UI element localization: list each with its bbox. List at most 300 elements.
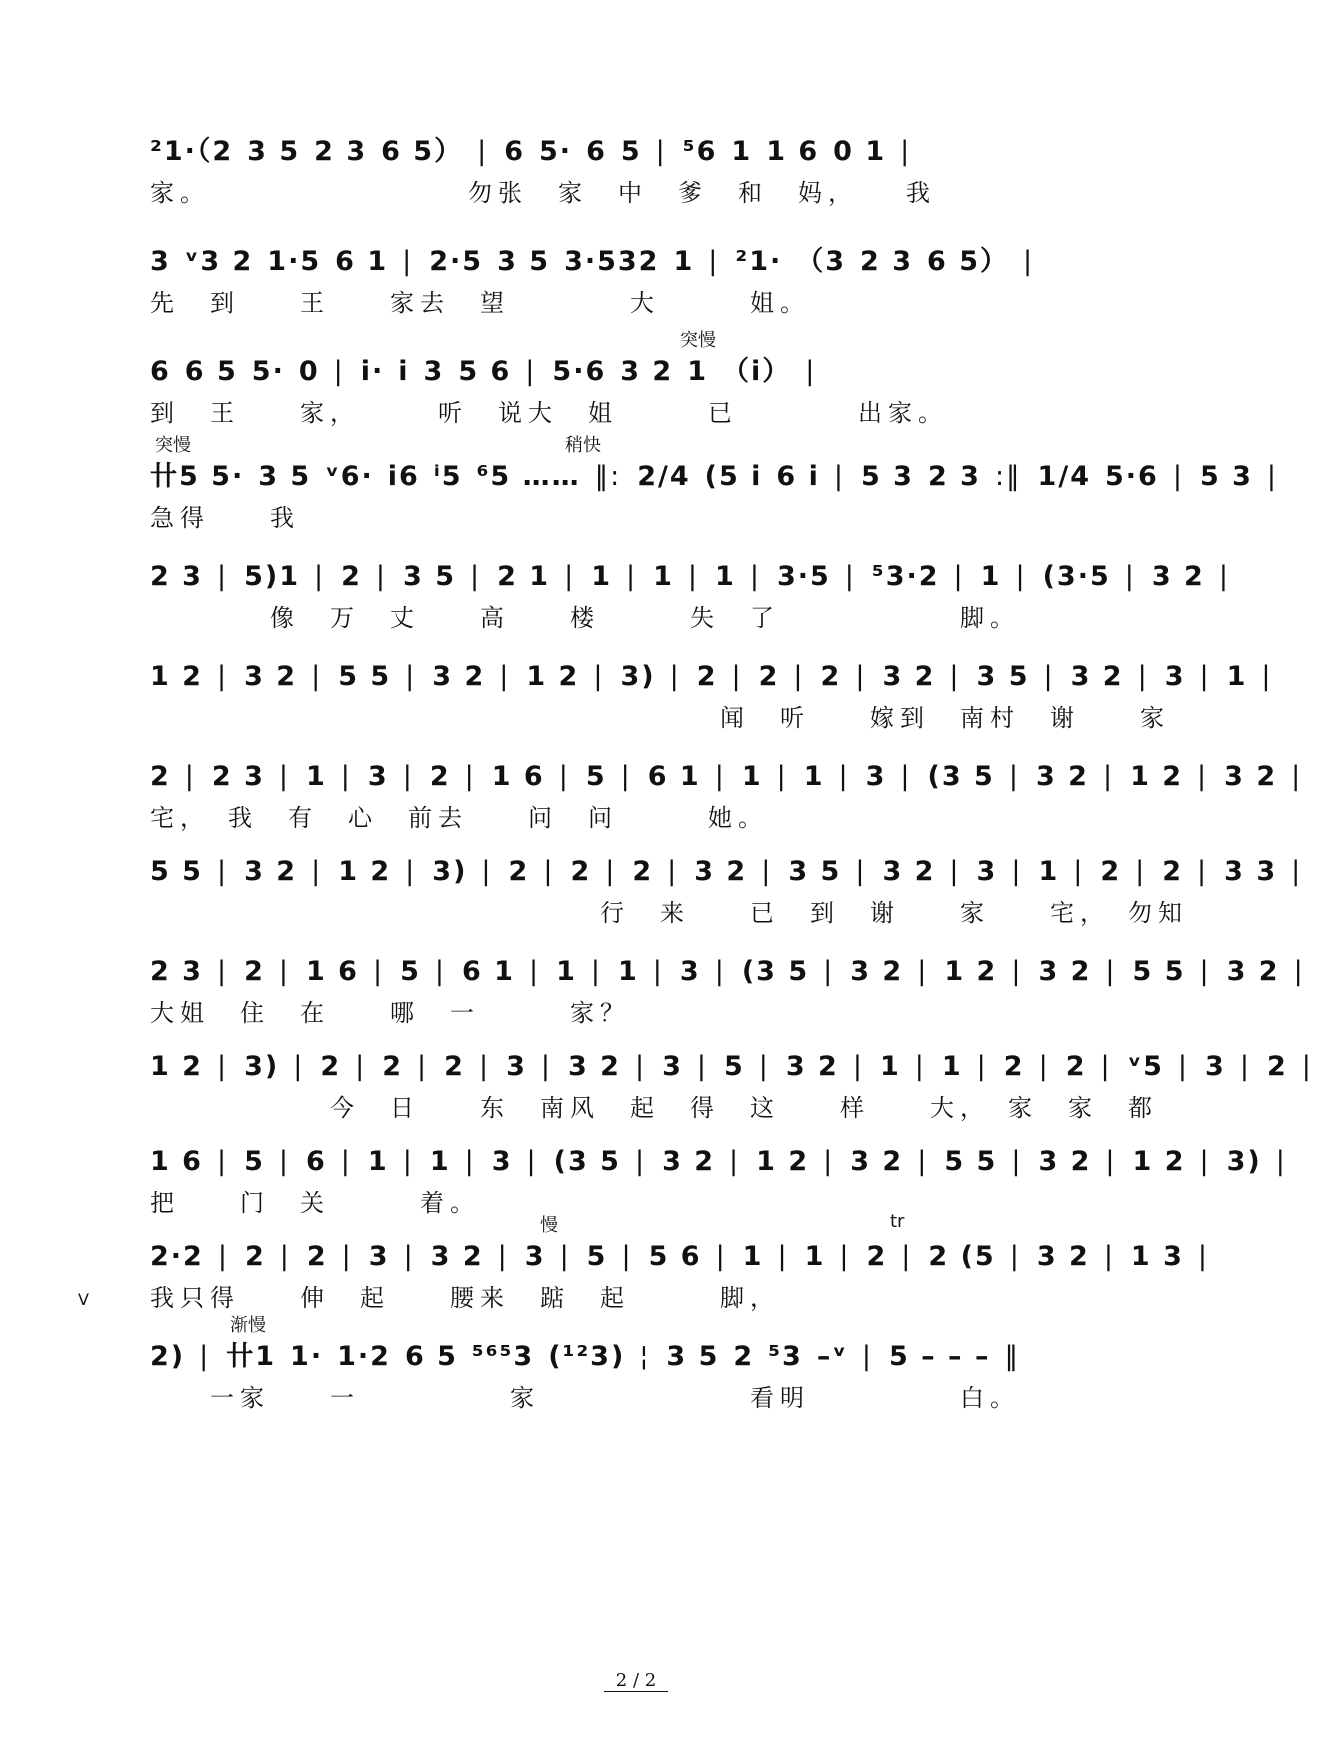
- note-group: 5: [585, 761, 607, 792]
- barline: |: [1011, 856, 1023, 887]
- barline: |: [314, 561, 326, 592]
- note-group: (3 5: [553, 1146, 621, 1177]
- note-group: ⁵6: [682, 136, 718, 167]
- note-group: 3·532: [564, 246, 660, 277]
- note-group: 3 2: [662, 1146, 716, 1177]
- note-group: 3 5: [666, 1341, 720, 1372]
- barline: |: [861, 1341, 873, 1372]
- barline: |: [184, 761, 196, 792]
- note-group: 1·2: [337, 1341, 391, 1372]
- barline: |: [333, 356, 345, 387]
- notation-line: [150, 555, 1230, 599]
- lyric-line: 今 日 东 南风 起 得 这 样 大， 家 家 都: [150, 1094, 1158, 1122]
- lyric-line: 先 到 王 家去 望 大 姐。: [150, 289, 810, 317]
- note-group: 6 1: [647, 761, 701, 792]
- notation-line: [150, 1235, 1210, 1279]
- note-group: 2: [820, 661, 842, 692]
- barline: |: [216, 661, 229, 692]
- barline: |: [1266, 461, 1279, 492]
- note-group: 1 2: [526, 661, 580, 692]
- note-group: 5 6: [458, 356, 512, 387]
- note-group: 2 1: [497, 561, 551, 592]
- barline: |: [667, 856, 679, 887]
- barline: |: [758, 1051, 770, 1082]
- note-group: 2 3: [211, 761, 265, 792]
- barline: |: [402, 1146, 414, 1177]
- note-group: 2: [733, 1341, 755, 1372]
- barline: |: [1124, 561, 1136, 592]
- barline: |: [1043, 661, 1055, 692]
- barline: |: [1177, 1051, 1190, 1082]
- note-group: 2: [1162, 856, 1184, 887]
- note-group: 1: [980, 561, 1002, 592]
- barline: |: [917, 1146, 929, 1177]
- note-group: i6: [387, 461, 420, 492]
- note-group: 2: [1266, 1051, 1288, 1082]
- barline: |: [838, 761, 850, 792]
- barline: |: [844, 561, 856, 592]
- barline: |: [481, 856, 493, 887]
- note-group: 3 2: [244, 856, 298, 887]
- note-group: 1 6: [766, 136, 820, 167]
- note-group: 卄1: [226, 1341, 277, 1372]
- lyric-line: 大姐 住 在 哪 一 家？: [150, 999, 630, 1027]
- note-group: 3: [150, 246, 171, 277]
- note-group: 3: [1164, 661, 1186, 692]
- notation-line: [150, 1045, 1313, 1089]
- note-group: 1 6: [491, 761, 545, 792]
- note-group: 3 2: [882, 856, 936, 887]
- barline: |: [714, 956, 726, 987]
- note-group: 1: [673, 246, 695, 277]
- barline: |: [1137, 661, 1149, 692]
- note-group: 5 3: [1199, 461, 1253, 492]
- note-group: ‖:: [594, 461, 622, 492]
- note-group: 1: [803, 761, 825, 792]
- note-group: ²1·: [735, 246, 783, 277]
- note-group: 3: [679, 956, 701, 987]
- tempo-mark: 慢: [540, 1215, 558, 1236]
- barline: |: [855, 661, 867, 692]
- note-group: 1: [306, 761, 327, 792]
- tempo-mark: tr: [890, 1211, 905, 1232]
- barline: |: [216, 1146, 229, 1177]
- barline: |: [375, 561, 388, 592]
- note-group: 3: [1205, 1051, 1226, 1082]
- note-group: 1/4: [1037, 461, 1091, 492]
- notation-line: [150, 950, 1305, 994]
- barline: |: [372, 956, 385, 987]
- barline: |: [976, 1051, 988, 1082]
- note-group: 2: [341, 561, 362, 592]
- barline: |: [852, 1051, 864, 1082]
- barline: |: [793, 661, 805, 692]
- note-group: 6 5）: [381, 136, 464, 167]
- note-group: 3 2: [1035, 761, 1089, 792]
- note-group: (3 5: [741, 956, 810, 987]
- barline: |: [839, 1241, 851, 1272]
- note-group: ‖: [1004, 1341, 1020, 1372]
- note-group: 3 3: [1224, 856, 1278, 887]
- note-group: 1: [687, 356, 709, 387]
- notation-line: [150, 240, 1130, 284]
- note-group: 3 2: [430, 1241, 484, 1272]
- barline: |: [655, 136, 667, 167]
- note-group: ⁵⁶⁵3: [471, 1341, 535, 1372]
- note-group: ⁵3: [768, 1341, 803, 1372]
- note-group: 3 5: [247, 136, 301, 167]
- barline: |: [900, 761, 912, 792]
- note-group: 3: [662, 1051, 683, 1082]
- note-group: 3 2: [785, 1051, 839, 1082]
- lyric-line: 像 万 丈 高 楼 失 了 脚。: [150, 604, 1020, 632]
- note-group: 1: [618, 956, 639, 987]
- barline: |: [311, 661, 323, 692]
- barline: |: [558, 761, 570, 792]
- note-group: 2: [1065, 1051, 1087, 1082]
- barline: |: [1172, 461, 1184, 492]
- note-group: 5: [244, 1146, 265, 1177]
- note-group: 1: [653, 561, 674, 592]
- barline: |: [199, 1341, 211, 1372]
- note-group: 5 5: [1132, 956, 1186, 987]
- note-group: （i）: [722, 356, 792, 387]
- barline: |: [341, 1241, 353, 1272]
- note-group: 2: [150, 761, 171, 792]
- note-group: 6: [150, 356, 171, 387]
- barline: ¦: [639, 1341, 651, 1372]
- note-group: 1: [1038, 856, 1060, 887]
- note-group: 2: [758, 661, 780, 692]
- note-group: 2: [570, 856, 592, 887]
- barline: |: [953, 561, 965, 592]
- barline: |: [1239, 1051, 1251, 1082]
- note-group: 1 2: [338, 856, 392, 887]
- barline: |: [1199, 956, 1211, 987]
- note-group: 3): [244, 1051, 280, 1082]
- barline: |: [540, 1051, 552, 1082]
- lyric-line: 急得 我: [150, 504, 300, 532]
- barline: |: [833, 461, 845, 492]
- barline: |: [403, 1241, 415, 1272]
- note-group: 3 2: [1036, 1241, 1090, 1272]
- note-group: 5: [400, 956, 421, 987]
- barline: |: [278, 956, 290, 987]
- note-group: 2/4: [637, 461, 691, 492]
- barline: |: [464, 1146, 476, 1177]
- note-group: 2 (5: [928, 1241, 996, 1272]
- note-group: 卄5 5·: [150, 461, 245, 492]
- notation-line: [150, 655, 1273, 699]
- note-group: 1: [941, 1051, 963, 1082]
- barline: |: [696, 1051, 708, 1082]
- note-group: 3: [367, 761, 389, 792]
- note-group: 1 2: [150, 661, 203, 692]
- note-group: ᵛ3 2: [184, 246, 254, 277]
- barline: |: [687, 561, 700, 592]
- note-group: 3: [491, 1146, 513, 1177]
- note-group: 1 6: [306, 956, 359, 987]
- note-group: 3 5: [788, 856, 842, 887]
- note-group: 3: [423, 356, 445, 387]
- note-group: 2: [696, 661, 718, 692]
- lyric-line: 行 来 已 到 谢 家 宅， 勿知: [150, 899, 1188, 927]
- barline: |: [1199, 661, 1211, 692]
- barline: |: [1301, 1051, 1313, 1082]
- note-group: 1·: [290, 1341, 324, 1372]
- note-group: 1·5: [267, 246, 322, 277]
- note-group: 5 5: [150, 856, 203, 887]
- note-group: 1: [741, 761, 763, 792]
- note-group: 1 2: [944, 956, 998, 987]
- note-group: (3 5: [927, 761, 995, 792]
- barline: |: [1293, 956, 1305, 987]
- barline: |: [621, 1241, 633, 1272]
- barline: |: [652, 956, 664, 987]
- note-group: 1 2: [1130, 761, 1184, 792]
- barline: |: [1197, 856, 1209, 887]
- lyric-line: 一家 一 家 看明 白。: [150, 1384, 1020, 1412]
- note-group: 3 5: [976, 661, 1030, 692]
- notation-line: [150, 1140, 1287, 1184]
- note-group: 3 2: [567, 1051, 621, 1082]
- note-group: 2: [382, 1051, 404, 1082]
- note-group: 2: [1003, 1051, 1025, 1082]
- note-group: 3 5: [497, 246, 551, 277]
- note-group: ᵛ6·: [325, 461, 374, 492]
- note-group: ²1·（2: [150, 136, 234, 167]
- note-group: 3 5: [403, 561, 457, 592]
- note-group: 1: [804, 1241, 826, 1272]
- barline: |: [777, 1241, 789, 1272]
- note-group: ᵛ5: [1127, 1051, 1164, 1082]
- barline: |: [731, 661, 743, 692]
- note-group: –ᵛ: [816, 1341, 848, 1372]
- note-group: 1: [367, 1146, 389, 1177]
- barline: |: [279, 1241, 291, 1272]
- barline: |: [761, 856, 773, 887]
- note-group: 2 3: [860, 246, 914, 277]
- note-group: 5: [620, 136, 642, 167]
- note-group: 1: [731, 136, 753, 167]
- note-group: 6 5: [404, 1341, 458, 1372]
- note-group: i·: [360, 356, 385, 387]
- note-group: 5 6: [648, 1241, 702, 1272]
- note-group: 3 2: [882, 661, 936, 692]
- note-group: 2): [150, 1341, 186, 1372]
- breath-mark: V: [78, 1290, 89, 1309]
- lyric-line: 家。 勿张 家 中 爹 和 妈， 我: [150, 179, 936, 207]
- barline: |: [620, 761, 632, 792]
- barline: |: [901, 1241, 913, 1272]
- barline: |: [559, 1241, 571, 1272]
- barline: |: [590, 956, 602, 987]
- barline: |: [855, 856, 867, 887]
- note-group: 5: [723, 1051, 745, 1082]
- barline: |: [715, 1241, 727, 1272]
- note-group: 6 5）: [927, 246, 1010, 277]
- note-group: 5·: [539, 136, 573, 167]
- tempo-mark: 渐慢: [230, 1315, 266, 1336]
- note-group: ⁵3·2: [871, 561, 940, 592]
- barline: |: [823, 956, 835, 987]
- note-group: 2 3: [150, 561, 203, 592]
- note-group: 1: [715, 561, 736, 592]
- note-group: 2: [1100, 856, 1122, 887]
- note-group: 1: [879, 1051, 901, 1082]
- barline: |: [340, 1146, 352, 1177]
- barline: |: [1073, 856, 1085, 887]
- barline: |: [497, 1241, 509, 1272]
- barline: |: [526, 1146, 538, 1177]
- note-group: 1 2: [1132, 1146, 1186, 1177]
- barline: |: [1009, 1241, 1021, 1272]
- note-group: 2: [508, 856, 530, 887]
- notation-line: [150, 1335, 1130, 1379]
- barline: |: [1011, 956, 1023, 987]
- note-group: 2: [429, 761, 451, 792]
- barline: |: [402, 246, 414, 277]
- barline: |: [216, 956, 229, 987]
- note-group: 3 2: [432, 661, 486, 692]
- note-group: 3: [506, 1051, 527, 1082]
- barline: |: [470, 561, 482, 592]
- barline: |: [278, 1146, 290, 1177]
- barline: |: [278, 761, 290, 792]
- barline: |: [1197, 1241, 1210, 1272]
- note-group: 2: [632, 856, 654, 887]
- barline: |: [464, 761, 476, 792]
- barline: |: [417, 1051, 429, 1082]
- barline: |: [216, 561, 229, 592]
- note-group: 3): [1226, 1146, 1262, 1177]
- note-group: 3: [524, 1241, 546, 1272]
- barline: |: [525, 356, 537, 387]
- barline: |: [543, 856, 555, 887]
- note-group: 3 2: [1070, 661, 1124, 692]
- note-group: 2 3: [150, 956, 203, 987]
- tempo-mark: 稍快: [565, 435, 601, 456]
- barline: |: [949, 661, 961, 692]
- barline: |: [626, 561, 638, 592]
- note-group: 3 2: [1038, 956, 1092, 987]
- note-group: 5 5: [944, 1146, 998, 1177]
- note-group: 3 2: [850, 1146, 904, 1177]
- barline: |: [478, 1051, 491, 1082]
- note-group: 3 2: [244, 661, 298, 692]
- notation-line: [150, 850, 1303, 894]
- barline: |: [311, 856, 323, 887]
- page-number: 2 / 2: [604, 1670, 668, 1692]
- barline: |: [293, 1051, 305, 1082]
- notation-line: [150, 755, 1303, 799]
- tempo-mark: 突慢: [155, 435, 191, 456]
- note-group: 6 1: [335, 246, 389, 277]
- note-group: 2: [866, 1241, 888, 1272]
- note-group: (3·5: [1042, 561, 1111, 592]
- barline: |: [593, 661, 605, 692]
- barline: |: [564, 561, 576, 592]
- note-group: 5·6: [1104, 461, 1159, 492]
- note-group: i: [398, 356, 410, 387]
- barline: |: [1008, 761, 1020, 792]
- barline: |: [749, 561, 761, 592]
- barline: |: [1135, 856, 1147, 887]
- barline: |: [634, 1051, 647, 1082]
- barline: |: [1197, 761, 1209, 792]
- note-group: 3 2: [1038, 1146, 1092, 1177]
- tempo-mark: 突慢: [680, 330, 716, 351]
- page-footer: [0, 1670, 1272, 1691]
- note-group: 5 3: [860, 461, 914, 492]
- note-group: 5 5: [338, 661, 392, 692]
- note-group: 3 2: [1151, 561, 1205, 592]
- note-group: 3 2: [694, 856, 748, 887]
- barline: |: [805, 356, 817, 387]
- note-group: （3: [796, 246, 847, 277]
- note-group: 6: [306, 1146, 327, 1177]
- note-group: 3·5: [776, 561, 831, 592]
- note-group: ⁶5 ……: [476, 461, 581, 492]
- barline: |: [900, 136, 912, 167]
- lyric-line: 到 王 家， 听 说大 姐 已 出家。: [150, 399, 948, 427]
- note-group: 6 i: [776, 461, 820, 492]
- barline: |: [216, 1051, 229, 1082]
- note-group: (5 i: [704, 461, 763, 492]
- note-group: 3): [620, 661, 656, 692]
- barline: |: [1105, 956, 1117, 987]
- note-group: 3): [432, 856, 468, 887]
- barline: |: [1011, 1146, 1023, 1177]
- barline: |: [1023, 246, 1035, 277]
- lyric-line: 宅， 我 有 心 前去 问 问 她。: [150, 804, 768, 832]
- barline: |: [1291, 856, 1303, 887]
- note-group: 2·5: [429, 246, 484, 277]
- note-group: 2: [244, 1241, 266, 1272]
- lyric-line: 我只得 伸 起 腰来 踮 起 脚，: [150, 1284, 780, 1312]
- note-group: 2: [306, 1241, 328, 1272]
- barline: |: [914, 1051, 926, 1082]
- note-group: ⁱ5: [433, 461, 463, 492]
- barline: |: [340, 761, 352, 792]
- note-group: 6: [504, 136, 526, 167]
- barline: |: [217, 1241, 229, 1272]
- note-group: 0 1: [833, 136, 887, 167]
- barline: |: [714, 761, 726, 792]
- barline: |: [634, 1146, 647, 1177]
- note-group: 1: [591, 561, 613, 592]
- note-group: 2: [244, 956, 265, 987]
- lyric-line: 把 门 关 着。: [150, 1189, 480, 1217]
- barline: |: [216, 856, 229, 887]
- barline: |: [434, 956, 446, 987]
- barline: |: [776, 761, 788, 792]
- note-group: 2: [320, 1051, 342, 1082]
- barline: |: [477, 136, 489, 167]
- note-group: 3 2: [850, 956, 904, 987]
- barline: |: [1291, 761, 1303, 792]
- barline: |: [499, 661, 511, 692]
- note-group: 2: [444, 1051, 465, 1082]
- note-group: 5·6: [552, 356, 607, 387]
- barline: |: [1275, 1146, 1287, 1177]
- note-group: 1: [429, 1146, 451, 1177]
- note-group: 2 3: [927, 461, 981, 492]
- barline: |: [605, 856, 617, 887]
- note-group: 0: [298, 356, 320, 387]
- barline: |: [729, 1146, 741, 1177]
- note-group: 3: [368, 1241, 390, 1272]
